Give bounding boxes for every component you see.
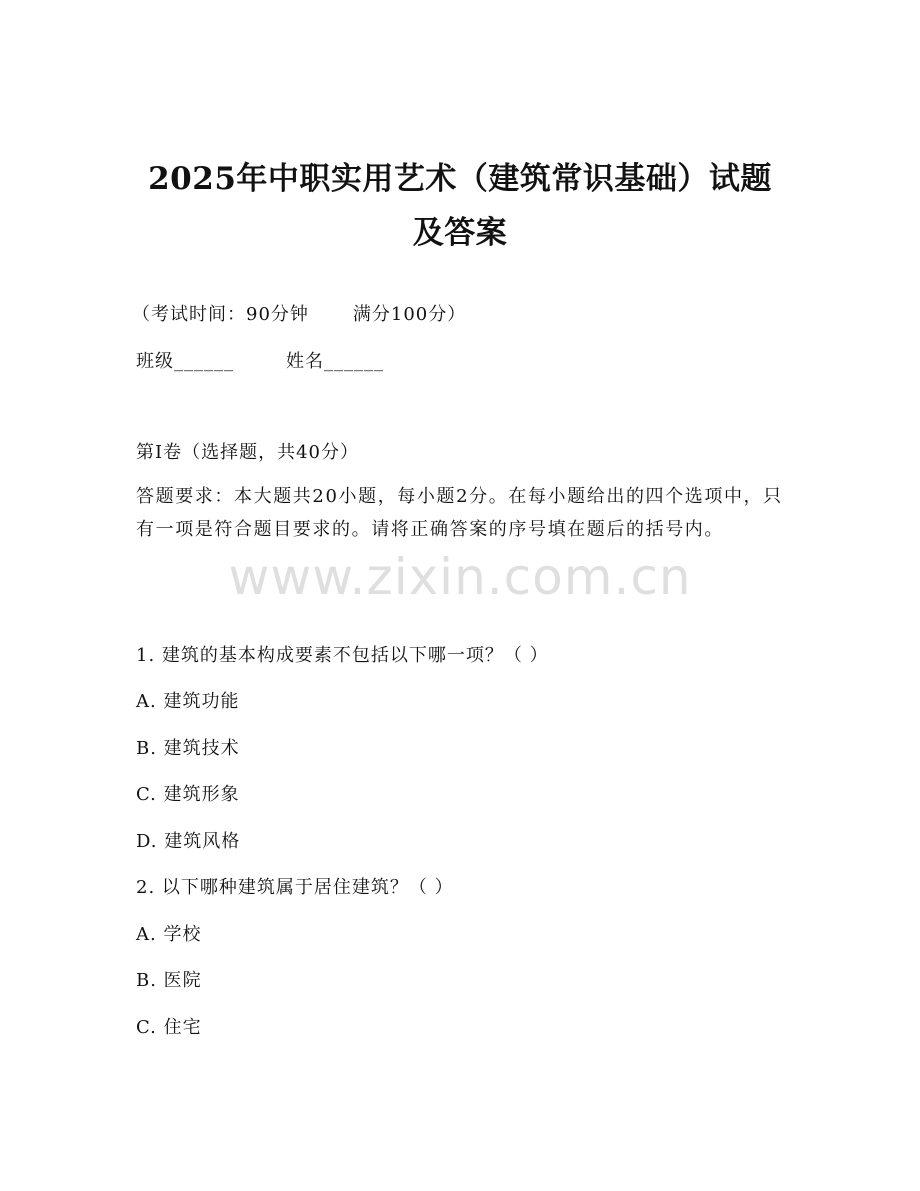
title-line-2: 及答案 [412,215,508,251]
question-1-option-c: C. 建筑形象 [136,784,240,805]
question-1-option-b: B. 建筑技术 [136,738,240,759]
student-info [136,350,384,373]
exam-time: （考试时间：90分钟 [132,304,309,325]
question-2-stem: 2. 以下哪种建筑属于居住建筑？（ ） [136,877,454,898]
question-2-option-c: C. 住宅 [136,1017,202,1038]
question-1-option-a: A. 建筑功能 [136,691,240,712]
class-field: 班级______ [136,351,234,372]
question-1-stem: 1. 建筑的基本构成要素不包括以下哪一项？（ ） [136,645,549,666]
question-2-option-b: B. 医院 [136,970,202,991]
document-title [60,152,860,260]
watermark: www.zixin.com.cn [228,548,692,606]
title-line-1: 2025年中职实用艺术（建筑常识基础）试题 [148,161,772,197]
name-field: 姓名______ [286,351,384,372]
full-score: 满分100分） [352,304,467,325]
instructions: 答题要求：本大题共20小题，每小题2分。在每小题给出的四个选项中，只有一项是符合题目要求的。请将正确答案的序号填在题后的括号内。 [136,486,783,540]
exam-info [132,303,466,326]
section-heading: 第I卷（选择题，共40分） [136,442,360,463]
question-1-option-d: D. 建筑风格 [136,831,241,852]
question-2-option-a: A. 学校 [136,924,202,945]
